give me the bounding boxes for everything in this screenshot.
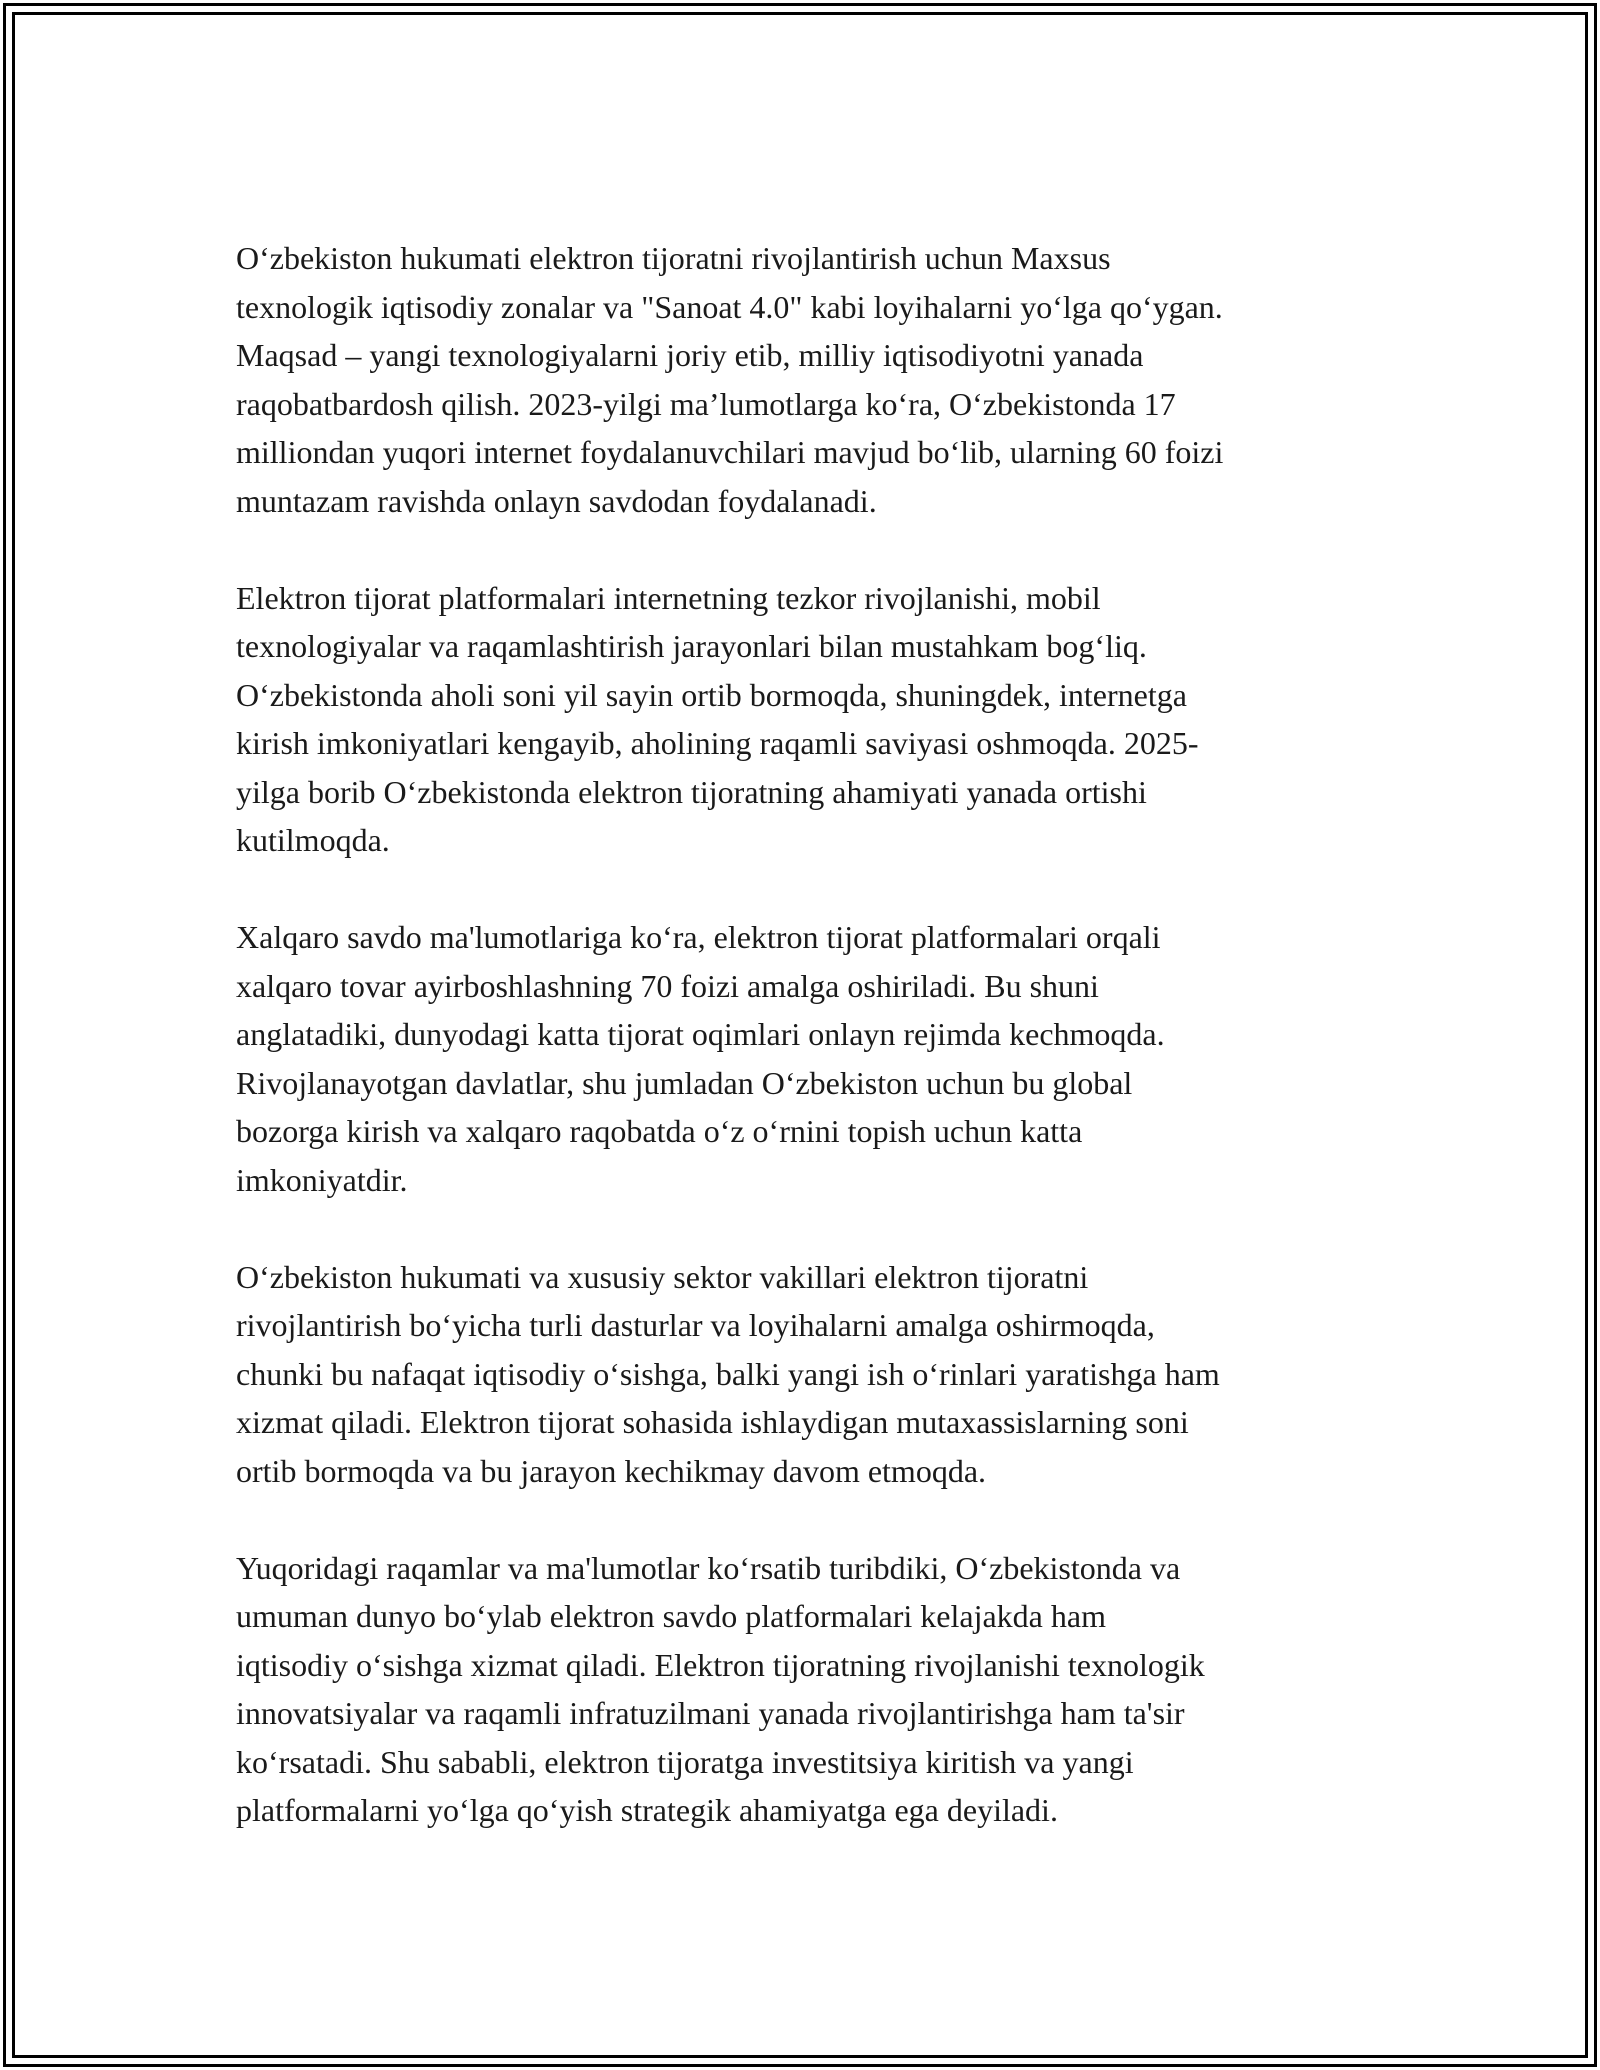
text-line: ortib bormoqda va bu jarayon kechikmay davom etmoqda. <box>236 1452 987 1489</box>
text-line: umuman dunyo bo‘ylab elektron savdo platformalari kelajakda ham <box>236 1598 1106 1634</box>
text-line: O‘zbekiston hukumati va xususiy sektor vakillari elektron tijoratni <box>236 1258 1089 1295</box>
text-line: iqtisodiy o‘sishga xizmat qiladi. Elektron tijoratning rivojlanishi texnologik <box>236 1646 1205 1683</box>
text-line: Yuqoridagi raqamlar va ma'lumotlar ko‘rsatib turibdiki, O‘zbekistonda va <box>236 1549 1181 1586</box>
text-line: platformalarni yo‘lga qo‘yish strategik ahamiyatga ega deyiladi. <box>236 1792 1058 1828</box>
paragraph-3 <box>236 913 1376 1204</box>
text-line: innovatsiyalar va raqamli infratuzilmani yanada rivojlantirishga ham ta'sir <box>236 1695 1185 1731</box>
text-line: O‘zbekistonda aholi soni yil sayin ortib bormoqda, shuningdek, internetga <box>236 676 1187 713</box>
paragraph-5 <box>236 1544 1376 1835</box>
text-line: imkoniyatdir. <box>236 1161 408 1198</box>
text-line: anglatadiki, dunyodagi katta tijorat oqimlari onlayn rejimda kechmoqda. <box>236 1016 1165 1052</box>
text-line: bozorga kirish va xalqaro raqobatda o‘z o‘rnini topish uchun katta <box>236 1113 1083 1149</box>
text-line: Elektron tijorat platformalari internetning tezkor rivojlanishi, mobil <box>236 579 1101 616</box>
text-line: chunki bu nafaqat iqtisodiy o‘sishga, balki yangi ish o‘rinlari yaratishga ham <box>236 1355 1220 1392</box>
paragraph-4 <box>236 1253 1376 1496</box>
text-line: ko‘rsatadi. Shu sababli, elektron tijoratga investitsiya kiritish va yangi <box>236 1743 1134 1780</box>
text-line: milliondan yuqori internet foydalanuvchilari mavjud bo‘lib, ularning 60 foizi <box>236 434 1224 470</box>
text-line: xizmat qiladi. Elektron tijorat sohasida ishlaydigan mutaxassislarning soni <box>236 1404 1189 1440</box>
text-line: kutilmoqda. <box>236 822 390 858</box>
document-body <box>236 234 1376 1835</box>
text-line: Maqsad – yangi texnologiyalarni joriy etib, milliy iqtisodiyotni yanada <box>236 337 1144 373</box>
paragraph-2 <box>236 574 1376 865</box>
text-line: rivojlantirish bo‘yicha turli dasturlar va loyihalarni amalga oshirmoqda, <box>236 1307 1155 1343</box>
text-line: Rivojlanayotgan davlatlar, shu jumladan O‘zbekiston uchun bu global <box>236 1064 1133 1101</box>
paragraph-1 <box>236 234 1376 525</box>
text-line: yilga borib O‘zbekistonda elektron tijoratning ahamiyati yanada ortishi <box>236 773 1147 810</box>
text-line: raqobatbardosh qilish. 2023-yilgi ma’lumotlarga ko‘ra, O‘zbekistonda 17 <box>236 385 1176 422</box>
text-line: kirish imkoniyatlari kengayib, aholining raqamli saviyasi oshmoqda. 2025- <box>236 725 1199 761</box>
text-line: Xalqaro savdo ma'lumotlariga ko‘ra, elektron tijorat platformalari orqali <box>236 919 1161 955</box>
text-line: texnologik iqtisodiy zonalar va "Sanoat 4.0" kabi loyihalarni yo‘lga qo‘ygan. <box>236 288 1223 325</box>
text-line: muntazam ravishda onlayn savdodan foydalanadi. <box>236 482 877 519</box>
text-line: xalqaro tovar ayirboshlashning 70 foizi amalga oshiriladi. Bu shuni <box>236 967 1099 1004</box>
text-line: texnologiyalar va raqamlashtirish jarayonlari bilan mustahkam bog‘liq. <box>236 628 1147 664</box>
text-line: O‘zbekiston hukumati elektron tijoratni rivojlantirish uchun Maxsus <box>236 240 1111 276</box>
